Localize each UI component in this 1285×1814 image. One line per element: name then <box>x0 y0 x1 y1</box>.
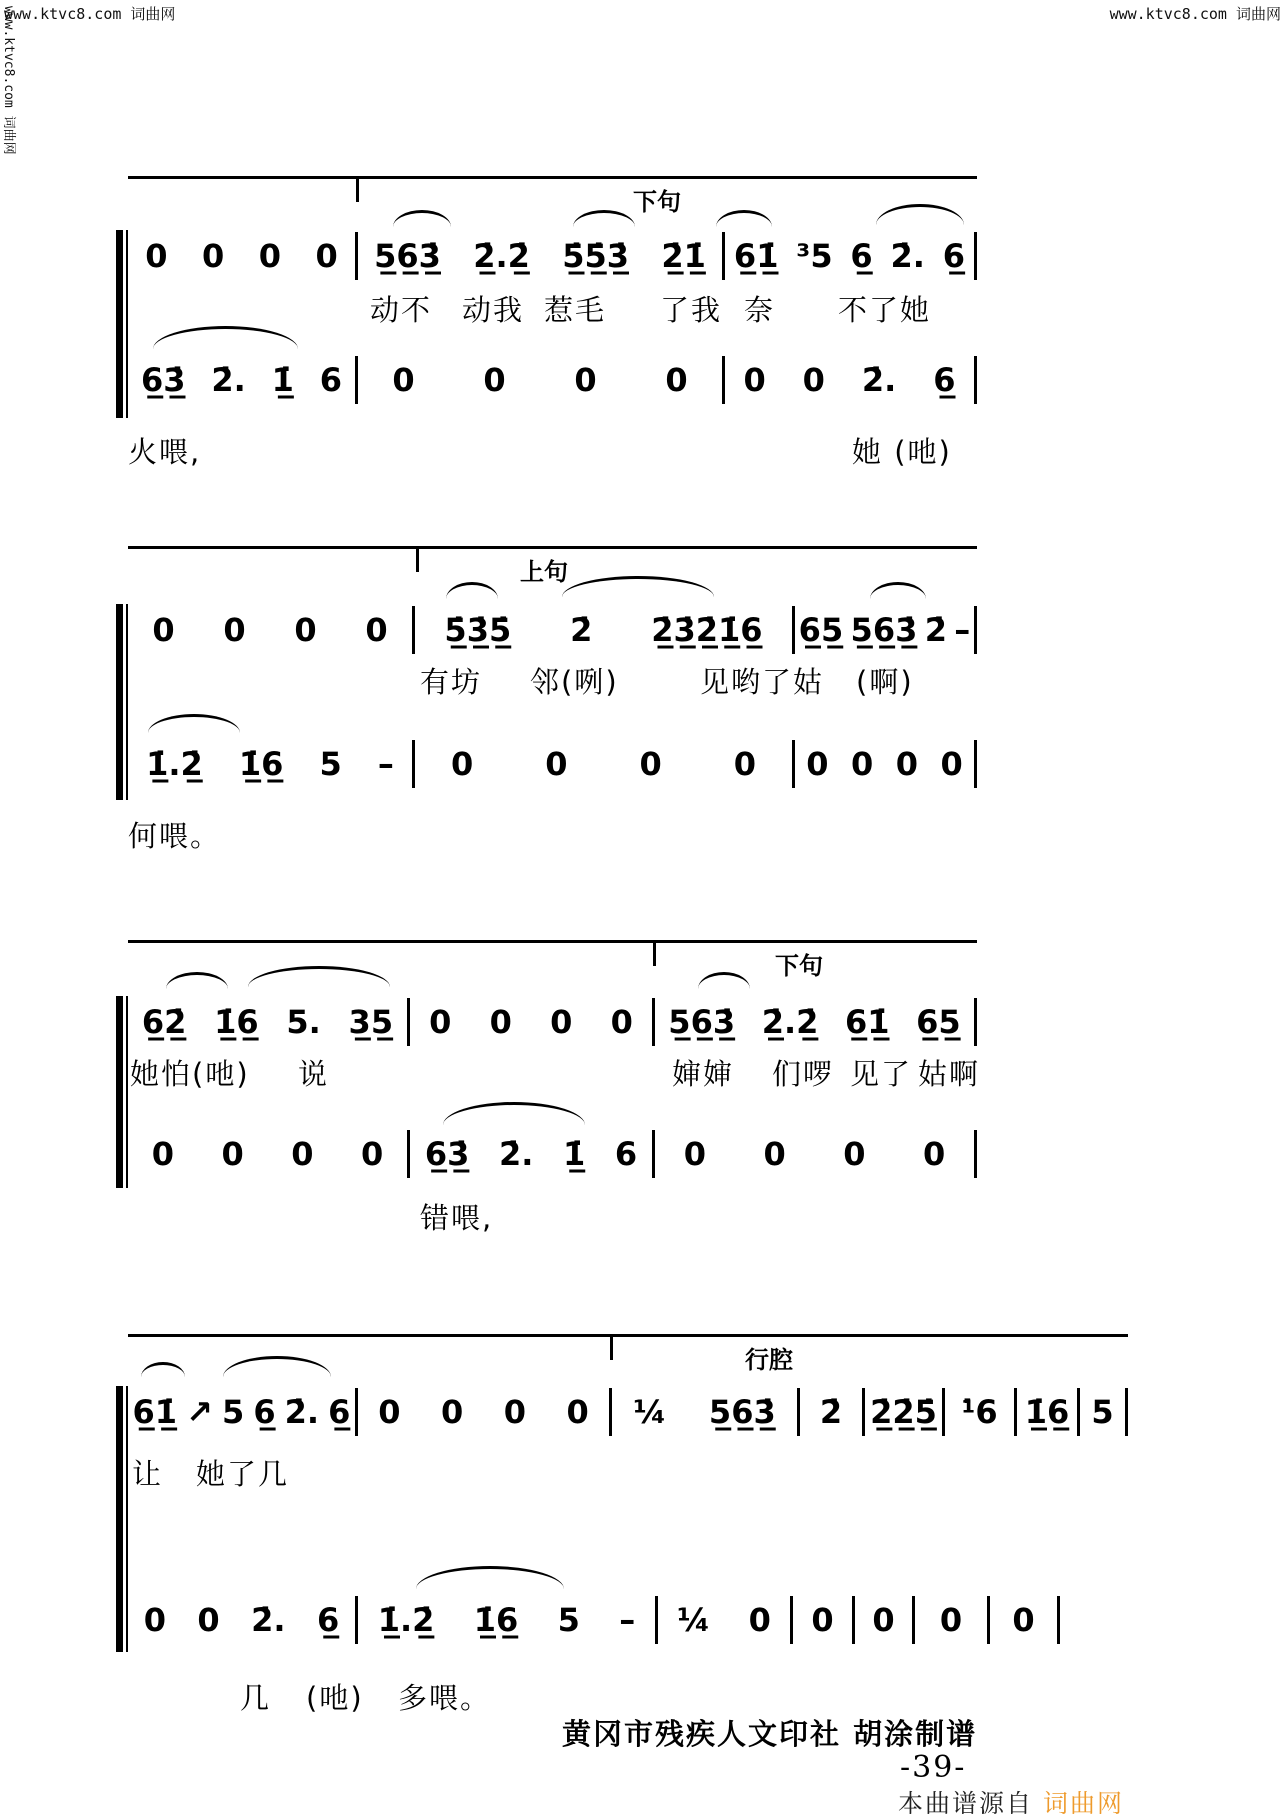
measure <box>128 1130 410 1178</box>
section-label: 行腔 <box>745 1346 793 1374</box>
note-token: 0 <box>201 237 225 275</box>
note-token: 0 <box>440 1393 464 1431</box>
notes-line-voice-a <box>128 1388 1128 1436</box>
notes-line-voice-b <box>128 740 977 788</box>
note-token: 6̲ <box>253 1393 276 1431</box>
lyric-phrase: 见哟了姑 <box>700 665 825 699</box>
note-token: 0 <box>566 1393 589 1431</box>
note-token: 0 <box>223 611 246 649</box>
note-token: 0 <box>315 237 338 275</box>
note-token: 0 <box>806 745 829 783</box>
note-token: 2̲̇1̲̇ <box>661 237 706 275</box>
note-token: 5 <box>1091 1393 1114 1431</box>
measure <box>128 232 358 280</box>
system-start-barline <box>116 996 128 1188</box>
measure <box>128 998 410 1046</box>
lyric-phrase: 姑啊 <box>918 1057 981 1091</box>
section-tick <box>653 940 656 966</box>
slur-arc <box>248 966 390 987</box>
note-token: ¹̇6 <box>961 1393 998 1431</box>
section-label: 下句 <box>633 188 681 216</box>
measure <box>945 1388 1017 1436</box>
note-token: ¼ <box>677 1601 711 1639</box>
note-token: 5̲6̲3̲̇ <box>708 1393 776 1431</box>
note-token: 2̲̇.2̲̇ <box>761 1003 819 1041</box>
note-token: 0 <box>733 745 756 783</box>
slur-arc <box>870 582 926 599</box>
lyric-phrase: 见了 <box>850 1057 913 1091</box>
note-token: 0 <box>922 1135 946 1173</box>
note-token: 0 <box>145 237 168 275</box>
notes-line-voice-a <box>128 232 977 280</box>
note-token: 5̲̇3̲̇5̲̇ <box>444 611 512 649</box>
note-token: 0 <box>895 745 918 783</box>
note-token: 0 <box>360 1135 384 1173</box>
note-token: 0 <box>811 1601 834 1639</box>
note-token: 0 <box>665 361 688 399</box>
lyric-phrase: 动不 <box>370 293 433 327</box>
slur-arc <box>416 1566 564 1589</box>
note-token: 0 <box>291 1135 314 1173</box>
note-token: 2̲̇.2̲̇ <box>473 237 530 275</box>
note-token: 0 <box>610 1003 633 1041</box>
note-token: 0 <box>763 1135 786 1173</box>
note-token: – <box>377 745 394 783</box>
system-overline <box>128 1334 1128 1337</box>
system-start-barline <box>116 604 128 800</box>
measure <box>128 606 415 654</box>
notes-line-voice-b <box>128 1596 1060 1644</box>
note-token: 6̲ <box>942 237 966 275</box>
note-token: 0 <box>850 745 874 783</box>
note-token: 1̲̇ <box>563 1135 586 1173</box>
measure <box>795 740 977 788</box>
note-token: 0 <box>550 1003 573 1041</box>
note-token: 0 <box>143 1601 166 1639</box>
note-token: 6̲5̲ <box>798 611 844 649</box>
note-token: 2̇. <box>211 361 246 399</box>
note-token: 0 <box>258 237 281 275</box>
publisher-credit: 黄冈市残疾人文印社 胡涂制谱 <box>562 1717 978 1751</box>
page-number: -39- <box>900 1750 967 1785</box>
section-label: 上句 <box>520 558 568 586</box>
measure <box>855 1596 915 1644</box>
lyric-phrase: 邻(咧) <box>530 665 619 699</box>
note-token: 6̲3̲̇ <box>140 361 186 399</box>
notes-line-voice-b <box>128 1130 977 1178</box>
note-token: 5̲̇5̲̇3̲̇ <box>562 237 630 275</box>
measure <box>612 1388 800 1436</box>
lyric-phrase: (啊) <box>856 665 914 699</box>
note-token: 1̲̇6̲ <box>473 1601 519 1639</box>
note-token: 0 <box>489 1003 512 1041</box>
note-token: 5 <box>222 1393 245 1431</box>
note-token: 2̲̇3̲̇2̲̇1̲̇6̲ <box>651 611 763 649</box>
note-token: 0 <box>450 745 474 783</box>
note-token: 5̲6̲3̲̇ <box>668 1003 736 1041</box>
lyric-phrase: 惹毛 <box>544 293 607 327</box>
measure <box>655 998 977 1046</box>
measure <box>410 998 655 1046</box>
system-overline <box>128 546 977 549</box>
lyric-phrase: 让 <box>132 1457 164 1491</box>
section-tick <box>610 1334 613 1360</box>
note-token: 2̇. <box>251 1601 286 1639</box>
lyric-phrase: 错喂, <box>420 1201 494 1235</box>
note-token: 2̇ <box>819 1393 843 1431</box>
source-prefix: 本曲谱源自 <box>898 1789 1034 1814</box>
note-token: 6̲ <box>316 1601 340 1639</box>
measure <box>128 1596 358 1644</box>
measure <box>410 1130 655 1178</box>
measure <box>800 1388 865 1436</box>
note-token: 0 <box>294 611 317 649</box>
note-token: 0 <box>365 611 388 649</box>
note-token: 0 <box>683 1135 706 1173</box>
lyric-phrase: 动我 <box>462 293 525 327</box>
note-token: ¼ <box>633 1393 667 1431</box>
measure <box>358 356 725 404</box>
note-token: 1̲̇ <box>271 361 294 399</box>
note-token: 2̇ <box>924 611 947 649</box>
note-token: 2̇. <box>890 237 925 275</box>
note-token: 6̲ <box>933 361 956 399</box>
measure <box>793 1596 855 1644</box>
note-token: 5̲6̲3̲̇ <box>374 237 441 275</box>
note-token: 1̲̇.2̲̇ <box>377 1601 435 1639</box>
lyric-phrase: (吔) <box>306 1681 364 1715</box>
measure <box>358 1388 612 1436</box>
note-token: 0 <box>843 1135 866 1173</box>
measure <box>1017 1388 1080 1436</box>
lyric-phrase: 了我 <box>660 293 723 327</box>
slur-arc <box>148 714 240 733</box>
lyric-phrase: 奈 <box>744 293 776 327</box>
lyric-phrase: 几 <box>240 1681 272 1715</box>
measure <box>865 1388 945 1436</box>
measure <box>915 1596 990 1644</box>
section-tick <box>416 546 419 572</box>
measure <box>990 1596 1060 1644</box>
note-token: 1̲̇6̲ <box>1024 1393 1070 1431</box>
measure <box>658 1596 793 1644</box>
note-token: 0 <box>545 745 568 783</box>
measure <box>795 606 977 654</box>
note-token: 0 <box>151 1135 174 1173</box>
note-token: 2̇. <box>861 361 897 399</box>
note-token: 0 <box>221 1135 244 1173</box>
note-token: 1̲̇.2̲̇ <box>146 745 203 783</box>
note-token: 6̲5̲ <box>916 1003 961 1041</box>
note-token: ³5 <box>796 237 833 275</box>
source-brand-link[interactable]: 词曲网 <box>1042 1789 1124 1814</box>
slur-arc <box>443 1102 585 1125</box>
lyric-phrase: 她 (吔) <box>852 435 952 469</box>
note-token: 0 <box>940 745 963 783</box>
slur-arc <box>223 1356 331 1377</box>
note-token: 6̲1̲̇ <box>132 1393 178 1431</box>
system-overline <box>128 940 977 943</box>
measure <box>725 356 977 404</box>
slur-arc <box>153 326 298 349</box>
lyric-phrase: 她了几 <box>196 1457 290 1491</box>
measure <box>358 232 725 280</box>
lyric-phrase: 们啰 <box>772 1057 835 1091</box>
note-token: 0 <box>574 361 597 399</box>
note-token: 0 <box>197 1601 220 1639</box>
system-overline <box>128 176 977 179</box>
lyric-phrase: 她怕(吔) <box>130 1057 250 1091</box>
note-token: 0 <box>378 1393 401 1431</box>
note-token: 0 <box>872 1601 895 1639</box>
measure <box>415 740 795 788</box>
note-token: 0 <box>483 361 506 399</box>
measure <box>128 740 415 788</box>
lyric-phrase: 不了她 <box>838 293 932 327</box>
note-token: 2̇. <box>284 1393 320 1431</box>
note-token: 6̲2̲̇ <box>141 1003 187 1041</box>
note-token: 2̲̇2̲̇5̲̇ <box>870 1393 937 1431</box>
note-token: ↗ <box>186 1393 213 1431</box>
slur-arc <box>562 576 714 597</box>
note-token: 5. <box>286 1003 321 1041</box>
note-token: 6̲ <box>850 237 873 275</box>
lyric-phrase: 说 <box>298 1057 330 1091</box>
lyric-phrase: 有坊 <box>420 665 483 699</box>
note-token: 0 <box>939 1601 963 1639</box>
note-token: 6̲1̲̇ <box>733 237 779 275</box>
watermark-top-right: www.ktvc8.com 词曲网 <box>1109 5 1281 23</box>
notes-line-voice-a <box>128 606 977 654</box>
lyric-phrase: 多喂。 <box>398 1681 492 1715</box>
measure <box>655 1130 977 1178</box>
note-token: – <box>619 1601 636 1639</box>
note-token: 6̲3̲̇ <box>424 1135 470 1173</box>
watermark-top-left: www.ktvc8.com 词曲网 <box>4 5 176 23</box>
note-token: 1̲̇6̲ <box>214 1003 259 1041</box>
source-note <box>898 1784 1124 1814</box>
note-token: 0 <box>503 1393 526 1431</box>
note-token: 6 <box>319 361 343 399</box>
measure <box>358 1596 658 1644</box>
note-token: 5 <box>557 1601 580 1639</box>
note-token: 6̲1̲̇ <box>845 1003 890 1041</box>
note-token: 1̲̇6̲ <box>238 745 284 783</box>
note-token: 6 <box>614 1135 638 1173</box>
note-token: 5 <box>319 745 342 783</box>
note-token: 2̇ <box>570 611 593 649</box>
slur-arc <box>876 204 964 225</box>
note-token: 0 <box>429 1003 452 1041</box>
notes-line-voice-b <box>128 356 977 404</box>
note-token: 5̲6̲3̲̇ <box>850 611 918 649</box>
slur-arc <box>166 972 228 989</box>
measure <box>1080 1388 1128 1436</box>
note-token: 0 <box>152 611 175 649</box>
slur-arc <box>446 582 498 599</box>
lyric-phrase: 婶婶 <box>672 1057 735 1091</box>
slur-arc <box>393 210 451 227</box>
section-label: 下句 <box>775 952 823 980</box>
slur-arc <box>573 210 635 227</box>
system-start-barline <box>116 1386 128 1652</box>
lyric-phrase: 何喂。 <box>128 819 222 853</box>
slur-arc <box>141 1362 185 1377</box>
slur-arc <box>716 210 772 227</box>
measure <box>128 1388 358 1436</box>
slur-arc <box>698 972 750 989</box>
lyric-phrase: 火喂, <box>128 435 202 469</box>
note-token: 0 <box>639 745 662 783</box>
note-token: 2̇. <box>498 1135 534 1173</box>
note-token: 6̲ <box>328 1393 351 1431</box>
note-token: 0 <box>1012 1601 1035 1639</box>
measure <box>725 232 977 280</box>
note-token: 0 <box>802 361 825 399</box>
note-token: 0 <box>743 361 766 399</box>
measure <box>128 356 358 404</box>
watermark-left-vertical: www.ktvc8.com 词曲网 <box>1 6 16 155</box>
system-start-barline <box>116 230 128 418</box>
note-token: – <box>954 611 971 649</box>
note-token: 0 <box>748 1601 771 1639</box>
section-tick <box>356 176 359 202</box>
measure <box>415 606 795 654</box>
note-token: 0 <box>392 361 415 399</box>
notes-line-voice-a <box>128 998 977 1046</box>
note-token: 3̲5̲ <box>348 1003 394 1041</box>
